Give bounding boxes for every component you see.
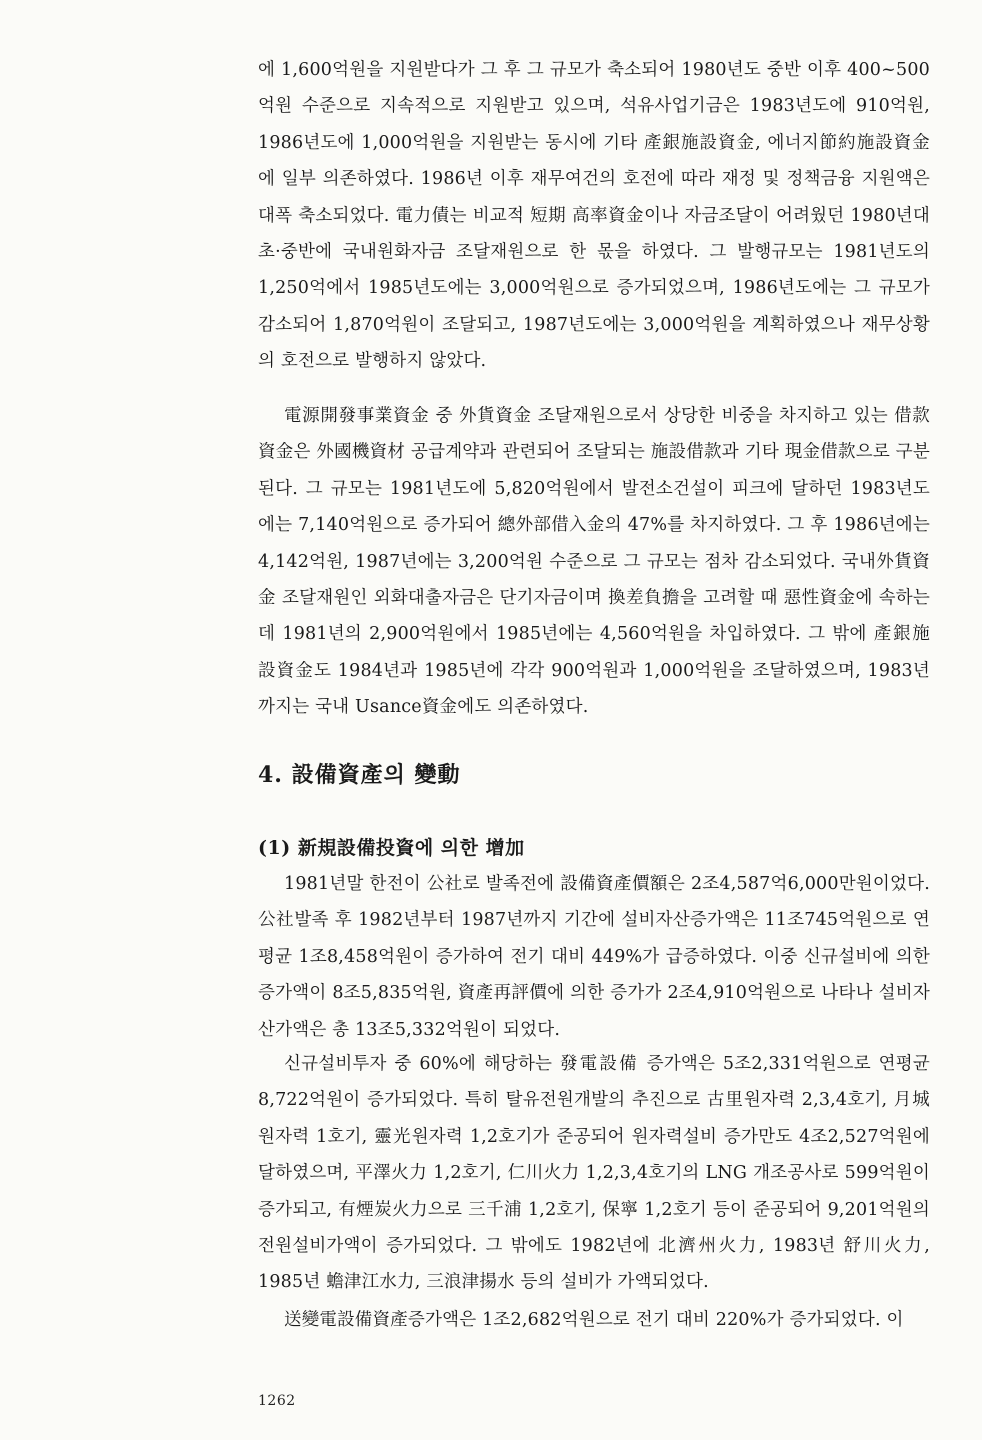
paragraph-asset-value: 1981년말 한전이 公社로 발족전에 設備資產價額은 2조4,587억6,000만원이었다. 公社발족 후 1982년부터 1987년까지 기간에 설비자산증가액은 11조745억원으로 연평균 1조8,458억원이 증가하여 전기 대비 449%가 급증하였다. 이중 신규설비에 의한 증가액이 8조5,835억원, 資產再評價에 의한 증가가 2조4,910억원으로 나타나 설비자산가액은 총 13조5,332억원이 되었다. [258, 874, 930, 1040]
subsection-heading: (1) 新規設備投資에 의한 增加 [258, 837, 525, 859]
paragraph-foreign-currency-funds: 電源開發事業資金 중 外貨資金 조달재원으로서 상당한 비중을 차지하고 있는 借款資金은 外國機資材 공급계약과 관련되어 조달되는 施設借款과 기타 現金借款으로 구분된다. 그 규모는 1981년도에 5,820억원에서 발전소건설이 피크에 달하던 1983년도에는 7,140억원으로 증가되어 總外部借入金의 47%를 차지하였다. 그 후 1986년에는 4,142억원, 1987년에는 3,200억원 수준으로 그 규모는 점차 감소되었다. 국내外貨資金 조달재원인 외화대출자금은 단기자금이며 換差負擔을 고려할 때 惡性資金에 속하는데 1981년의 2,900억원에서 1985년에는 4,560억원을 차입하였다. 그 밖에 產銀施設資金도 1984년과 1985년에 각각 900억원과 1,000억원을 조달하였으며, 1983년까지는 국내 Usance資金에도 의존하였다. [258, 406, 930, 718]
paragraph-generation-equipment: 신규설비투자 중 60%에 해당하는 發電設備 증가액은 5조2,331억원으로 연평균 8,722억원이 증가되었다. 특히 탈유전원개발의 추진으로 古里원자력 2,3,4호기, 月城원자력 1호기, 靈光원자력 1,2호기가 준공되어 원자력설비 증가만도 4조2,527억원에 달하였으며, 平澤火力 1,2호기, 仁川火力 1,2,3,4호기의 LNG 개조공사로 599억원이 증가되고, 有煙炭火力으로 三千浦 1,2호기, 保寧 1,2호기 등이 준공되어 9,201억원의 전원설비가액이 증가되었다. 그 밖에도 1982년에 北濟州火力, 1983년 舒川火力, 1985년 蟾津江水力, 三浪津揚水 등의 설비가 가액되었다. [258, 1054, 930, 1293]
section-heading: 4. 設備資產의 變動 [258, 762, 461, 788]
paragraph-transmission-equipment: 送變電設備資產증가액은 1조2,682억원으로 전기 대비 220%가 증가되었다. 이 [284, 1310, 904, 1330]
paragraph-funding-sources: 에 1,600억원을 지원받다가 그 후 그 규모가 축소되어 1980년도 중반 이후 400~500억원 수준으로 지속적으로 지원받고 있으며, 석유사업기금은 1983년도에 910억원, 1986년도에 1,000억원을 지원받는 동시에 기타 產銀施設資金, 에너지節約施設資金에 일부 의존하였다. 1986년 이후 재무여건의 호전에 따라 재정 및 정책금융 지원액은 대폭 축소되었다. 電力債는 비교적 短期 高率資金이나 자금조달이 어려웠던 1980년대 초·중반에 국내원화자금 조달재원으로 한 몫을 하였다. 그 발행규모는 1981년도의 1,250억에서 1985년도에는 3,000억원으로 증가되었으며, 1986년도에는 그 규모가 감소되어 1,870억원이 조달되고, 1987년도에는 3,000억원을 계획하였으나 재무상황의 호전으로 발행하지 않았다. [258, 60, 930, 372]
page-number: 1262 [258, 1393, 296, 1409]
